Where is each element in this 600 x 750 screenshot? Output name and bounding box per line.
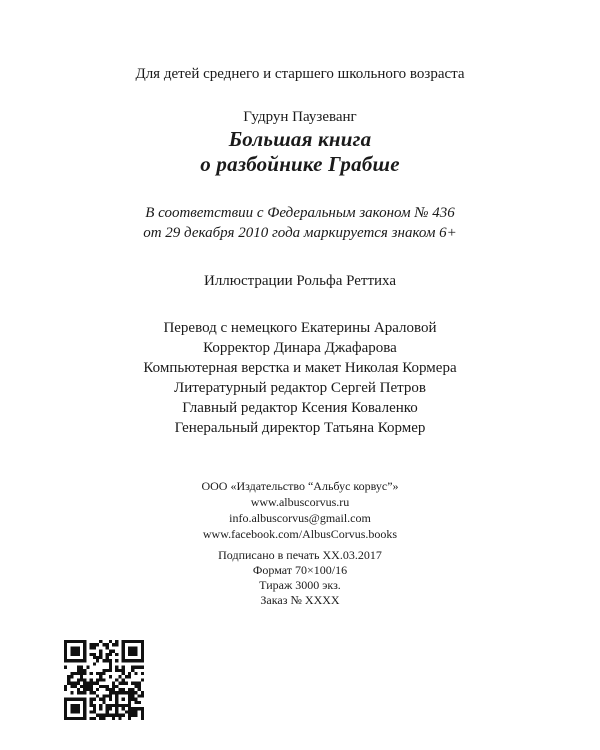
law-notice-line-1: В соответствии с Федеральным законом № 436 <box>145 205 455 221</box>
print-run: Тираж 3000 экз. <box>259 578 341 592</box>
publisher-website: www.albuscorvus.ru <box>250 495 350 509</box>
author-name: Гудрун Паузеванг <box>243 109 357 125</box>
credits-block <box>0 318 600 438</box>
print-date: Подписано в печать XX.03.2017 <box>218 548 382 562</box>
credit-literary-editor: Литературный редактор Сергей Петров <box>174 380 426 396</box>
print-format: Формат 70×100/16 <box>252 563 348 577</box>
illustrations-credit: Иллюстрации Рольфа Реттиха <box>203 273 397 289</box>
publisher-email: info.albuscorvus@gmail.com <box>229 511 371 525</box>
credit-chief-editor: Главный редактор Ксения Коваленко <box>182 400 418 416</box>
book-title-line-1: Большая книга <box>228 127 372 151</box>
credit-proofreader: Корректор Динара Джафарова <box>203 340 397 356</box>
publisher-facebook: www.facebook.com/AlbusCorvus.books <box>202 527 398 541</box>
law-notice-line-2: от 29 декабря 2010 года маркируется знаком 6+ <box>143 225 457 241</box>
print-info-block <box>0 548 600 608</box>
publisher-name: ООО «Издательство “Альбус корвус”» <box>201 479 399 493</box>
publisher-block <box>0 478 600 542</box>
qr-code-icon <box>64 640 144 720</box>
print-order: Заказ № XXXX <box>260 593 340 607</box>
credit-general-director: Генеральный директор Татьяна Кормер <box>174 420 426 436</box>
audience-note: Для детей среднего и старшего школьного возраста <box>135 66 465 82</box>
credit-layout: Компьютерная верстка и макет Николая Кормера <box>143 360 457 376</box>
credit-translator: Перевод с немецкого Екатерины Араловой <box>163 320 437 336</box>
book-title-line-2: о разбойнике Грабше <box>200 152 400 176</box>
